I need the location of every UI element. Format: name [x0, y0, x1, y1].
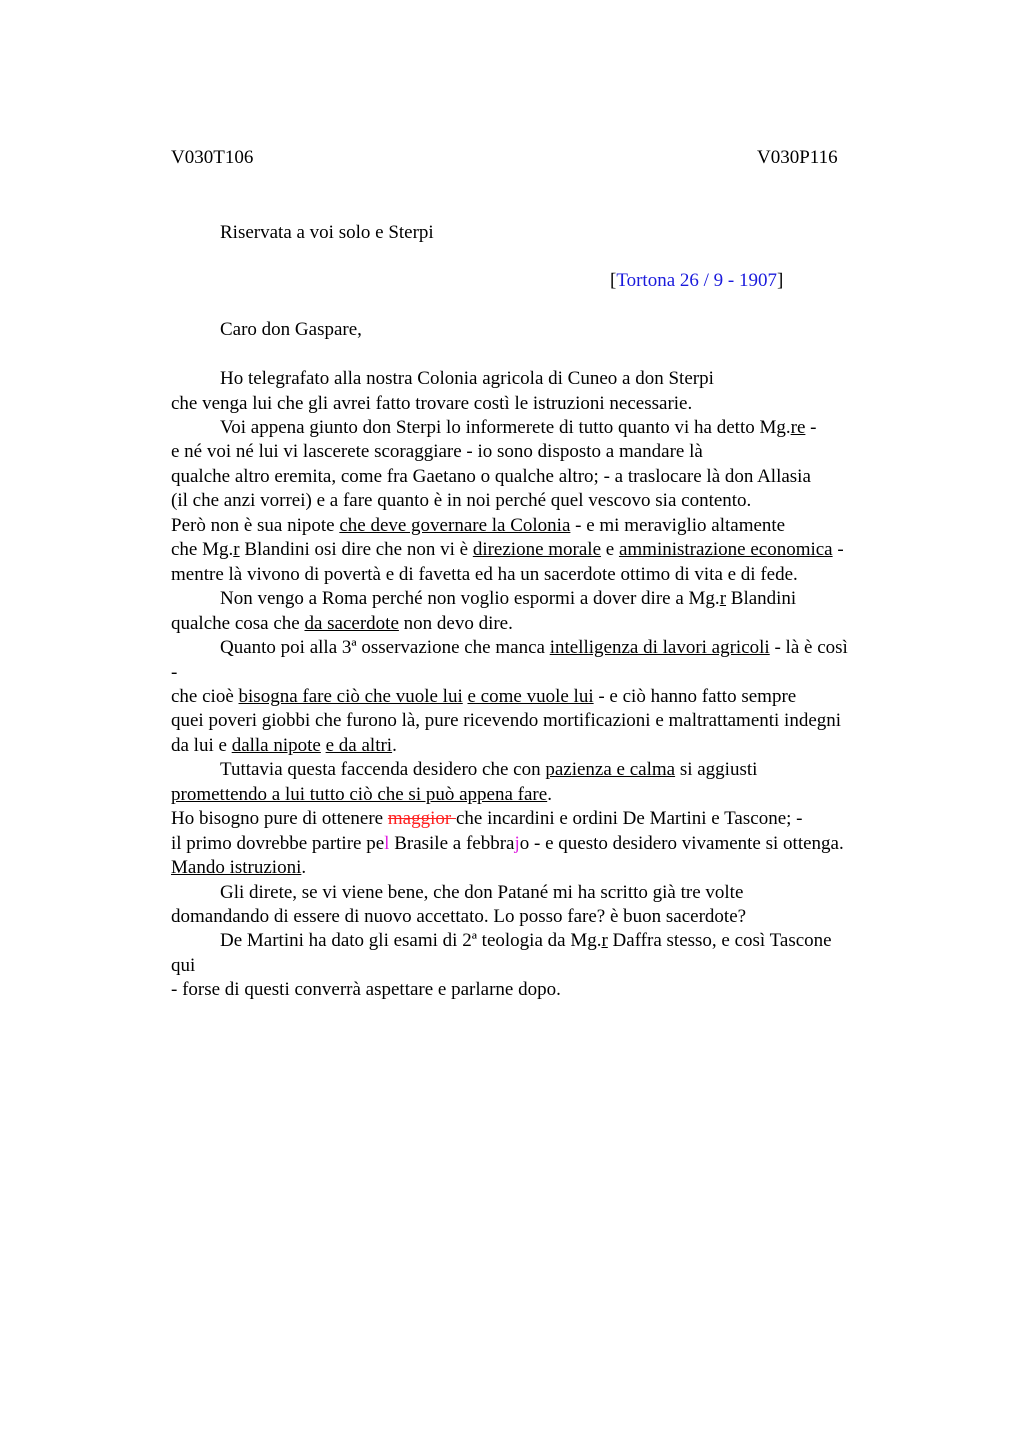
- confidential-note: Riservata a voi solo e Sterpi: [220, 222, 434, 243]
- underlined-phrase: e da altri: [325, 735, 393, 756]
- body-line: (il che anzi vorrei) e a fare quanto è in noi perché quel vescovo sia contento.: [171, 490, 752, 511]
- document-code: V030T106: [171, 147, 254, 168]
- body-line: che venga lui che gli avrei fatto trovare costì le istruzioni necessarie.: [171, 393, 693, 414]
- body-line: qualche cosa che da sacerdote non devo dire.: [171, 613, 513, 634]
- underlined-phrase: bisogna fare ciò che vuole lui: [238, 686, 463, 707]
- deleted-word: maggior: [387, 808, 456, 829]
- date-line: [Tortona 26 / 9 - 1907]: [610, 270, 784, 291]
- body-line: da lui e dalla nipote e da altri.: [171, 735, 397, 756]
- body-line: che Mg.r Blandini osi dire che non vi è direzione morale e amministrazione economica -: [171, 539, 844, 560]
- body-line: e né voi né lui vi lascerete scoraggiare - io sono disposto a mandare là: [171, 441, 703, 462]
- underlined-phrase: intelligenza di lavori agricoli: [549, 637, 770, 658]
- underlined-phrase: e come vuole lui: [467, 686, 594, 707]
- body-line: mentre là vivono di povertà e di favetta ed ha un sacerdote ottimo di vita e di fede.: [171, 564, 798, 585]
- underlined-phrase: amministrazione economica: [618, 539, 833, 560]
- underlined-phrase: Mando istruzioni: [171, 857, 302, 878]
- body-line: Quanto poi alla 3ª osservazione che manca intelligenza di lavori agricoli - là è così: [220, 637, 848, 658]
- body-line: Mando istruzioni.: [171, 857, 307, 878]
- underlined-phrase: che deve governare la Colonia: [339, 515, 571, 536]
- greeting: Caro don Gaspare,: [220, 319, 362, 340]
- body-line: qualche altro eremita, come fra Gaetano o qualche altro; - a traslocare là don Allasia: [171, 466, 811, 487]
- body-line: Però non è sua nipote che deve governare la Colonia - e mi meraviglio altamente: [171, 515, 786, 536]
- body-line: promettendo a lui tutto ciò che si può appena fare.: [171, 784, 552, 805]
- underlined-phrase: direzione morale: [472, 539, 602, 560]
- body-line: il primo dovrebbe partire pel Brasile a febbrajo - e questo desidero vivamente si ottenga.: [171, 833, 844, 854]
- body-line: De Martini ha dato gli esami di 2ª teologia da Mg.r Daffra stesso, e così Tascone: [220, 930, 832, 951]
- body-line: Gli direte, se vi viene bene, che don Patané mi ha scritto già tre volte: [220, 882, 744, 903]
- body-line: - forse di questi converrà aspettare e parlarne dopo.: [171, 979, 561, 1000]
- body-line: domandando di essere di nuovo accettato. Lo posso fare? è buon sacerdote?: [171, 906, 747, 927]
- underlined-phrase: promettendo a lui tutto ciò che si può appena fare: [171, 784, 548, 805]
- underlined-phrase: dalla nipote: [231, 735, 321, 756]
- inserted-letter: l: [384, 833, 390, 854]
- body-line: -: [171, 662, 178, 683]
- body-line: Tuttavia questa faccenda desidero che con pazienza e calma si aggiusti: [220, 759, 758, 780]
- body-line: Ho telegrafato alla nostra Colonia agricola di Cuneo a don Sterpi: [220, 368, 714, 389]
- body-line: qui: [171, 955, 196, 976]
- body-line: Non vengo a Roma perché non voglio espormi a dover dire a Mg.r Blandini: [220, 588, 797, 609]
- body-line: quei poveri giobbi che furono là, pure ricevendo mortificazioni e maltrattamenti indegni: [171, 710, 842, 731]
- body-line: Voi appena giunto don Sterpi lo informerete di tutto quanto vi ha detto Mg.re -: [220, 417, 817, 438]
- body-line: Ho bisogno pure di ottenere maggior che incardini e ordini De Martini e Tascone; -: [171, 808, 803, 829]
- page-code: V030P116: [757, 147, 838, 168]
- underlined-phrase: da sacerdote: [304, 613, 399, 634]
- date-text: Tortona 26 / 9 - 1907: [616, 270, 778, 291]
- underlined-phrase: pazienza e calma: [545, 759, 676, 780]
- inserted-letter: j: [514, 833, 520, 854]
- body-line: che cioè bisogna fare ciò che vuole lui e come vuole lui - e ciò hanno fatto sempre: [171, 686, 797, 707]
